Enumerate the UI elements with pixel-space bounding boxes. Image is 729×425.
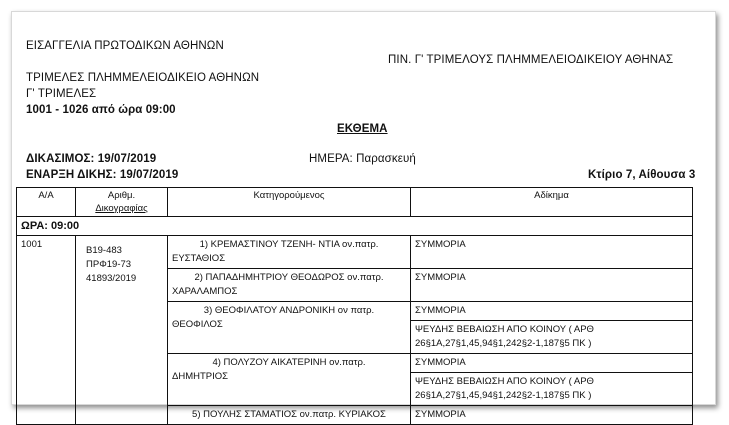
file-number-3: 41893/2019 <box>86 273 137 284</box>
offense-3-2: ΨΕΥΔΗΣ ΒΕΒΑΙΩΣΗ ΑΠΟ ΚΟΙΝΟΥ ( ΑΡΘ 26§1Α,27§1,45,94§1,242§2-1,187§5 ΠΚ ) <box>411 321 693 354</box>
defendant-1: 1) ΚΡΕΜΑΣΤΙΝΟΥ ΤΖΕΝΗ- ΝΤΙΑ ον.πατρ. ΕΥΣΤΑΘΙΟΣ <box>168 236 411 269</box>
offense-1-1: ΣΥΜΜΟΡΙΑ <box>411 236 693 269</box>
offense-2-1: ΣΥΜΜΟΡΙΑ <box>411 269 693 302</box>
col-header-file <box>76 188 168 217</box>
file-number-1: Β19-483 <box>86 245 122 256</box>
reference-line: ΠΙΝ. Γ' ΤΡΙΜΕΛΟΥΣ ΠΛΗΜΜΕΛΕΙΟΔΙΚΕΙΟΥ ΑΘΗΝΑΣ <box>388 54 674 66</box>
hearing-day: ΗΜΕΡΑ: Παρασκευή <box>309 153 416 165</box>
time-slot-row <box>17 217 693 236</box>
case-table <box>16 187 693 425</box>
case-file-numbers <box>76 236 168 425</box>
col-header-offense: Αδίκημα <box>411 188 693 217</box>
offense-3-1: ΣΥΜΜΟΡΙΑ <box>411 302 693 321</box>
hearing-date: ΔΙΚΑΣΙΜΟΣ: 19/07/2019 <box>26 153 157 165</box>
courtroom-location: Κτίριο 7, Αίθουσα 3 <box>588 169 696 181</box>
defendant-4: 4) ΠΟΛΥΖΟΥ ΑΙΚΑΤΕΡΙΝΗ ον.πατρ. ΔΗΜΗΤΡΙΟΣ <box>168 354 411 406</box>
case-number: 1001 <box>17 236 76 425</box>
table-header-row <box>17 188 693 217</box>
offense-4-2: ΨΕΥΔΗΣ ΒΕΒΑΙΩΣΗ ΑΠΟ ΚΟΙΝΟΥ ( ΑΡΘ 26§1Α,27§1,45,94§1,242§2-1,187§5 ΠΚ ) <box>411 373 693 406</box>
file-number-2: ΠΡΦ19-73 <box>86 259 132 270</box>
col-header-accused: Κατηγορούμενος <box>168 188 411 217</box>
table-row <box>17 236 693 269</box>
case-range: 1001 - 1026 από ώρα 09:00 <box>26 104 176 116</box>
trial-start: ΕΝΑΡΞΗ ΔΙΚΗΣ: 19/07/2019 <box>26 169 179 181</box>
col-header-aa: Α/Α <box>17 188 76 217</box>
offense-5-1: ΣΥΜΜΟΡΙΑ <box>411 406 693 425</box>
prosecutor-office: ΕΙΣΑΓΓΕΛΙΑ ΠΡΩΤΟΔΙΚΩΝ ΑΘΗΝΩΝ <box>26 40 224 52</box>
defendant-2: 2) ΠΑΠΑΔΗΜΗΤΡΙΟΥ ΘΕΟΔΩΡΟΣ ον.πατρ. ΧΑΡΑΛΑΜΠΟΣ <box>168 269 411 302</box>
defendant-3: 3) ΘΕΟΦΙΛΑΤΟΥ ΑΝΔΡΟΝΙΚΗ ον πατρ. ΘΕΟΦΙΛΟΣ <box>168 302 411 354</box>
document-title: ΕΚΘΕΜΑ <box>337 123 388 135</box>
court-name: ΤΡΙΜΕΛΕΣ ΠΛΗΜΜΕΛΕΙΟΔΙΚΕΙΟ ΑΘΗΝΩΝ <box>26 72 260 84</box>
time-slot: ΩΡΑ: 09:00 <box>17 217 693 236</box>
offense-4-1: ΣΥΜΜΟΡΙΑ <box>411 354 693 373</box>
defendant-5: 5) ΠΟΥΛΗΣ ΣΤΑΜΑΤΙΟΣ ον.πατρ. ΚΥΡΙΑΚΟΣ <box>168 406 411 425</box>
col-header-file-line1: Αριθμ. <box>107 190 136 201</box>
col-header-file-line2: Δικογραφίας <box>95 203 148 214</box>
court-section: Γ' ΤΡΙΜΕΛΕΣ <box>26 88 97 100</box>
